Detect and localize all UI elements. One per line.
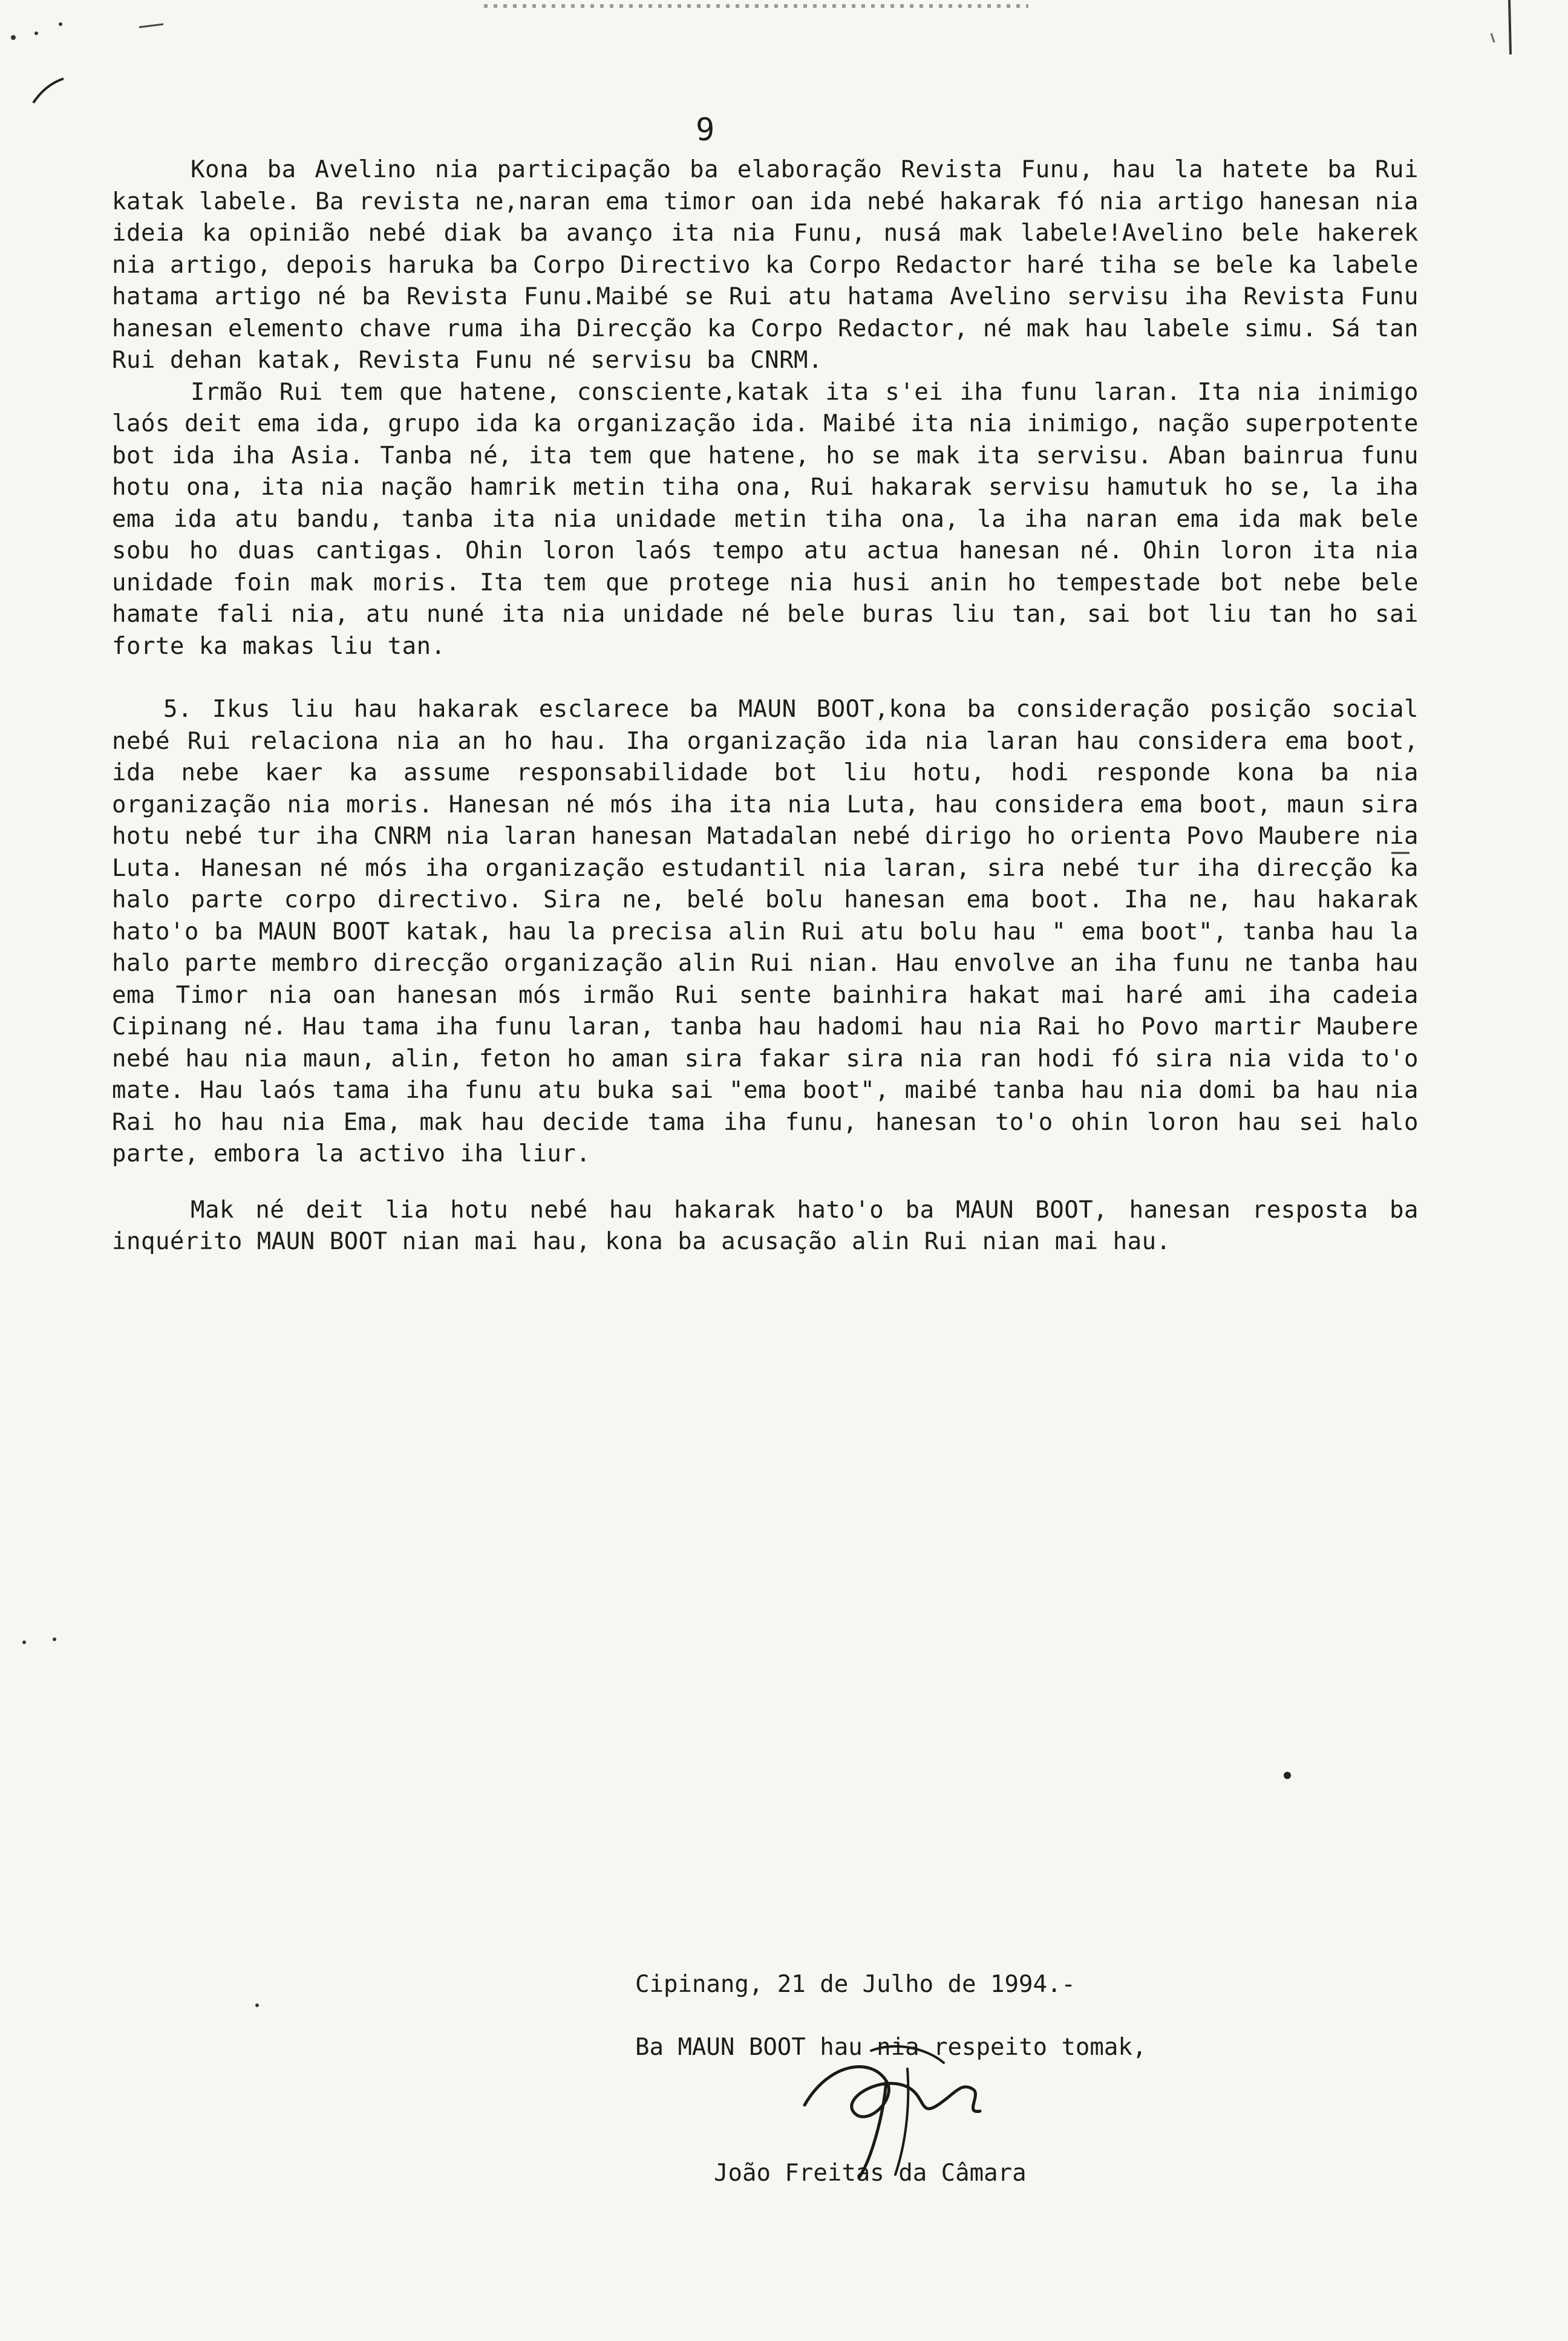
salutation: Ba MAUN BOOT hau nia respeito tomak, [635,2034,1147,2061]
page-number: 9 [696,112,716,148]
signatory-name: João Freitas da Câmara [714,2160,1027,2187]
paragraph-avelino: Kona ba Avelino nia participação ba elaboração Revista Funu, hau la hatete ba Rui katak labele. Ba revista ne,naran ema timor oan ida nebé hakarak fó nia artigo hanesan nia ideia ka opinião nebé diak ba avanço ita nia Funu, nusá mak labele!Avelino bele hakerek nia artigo, depois haruka ba Corpo Directivo ka Corpo Redactor haré tiha se bele ka labele hatama artigo né ba Revista Funu.Maibé se Rui atu hatama Avelino servisu iha Revista Funu hanesan elemento chave ruma iha Direcção ka Corpo Redactor, né mak hau labele simu. Sá tan Rui dehan katak, Revista Funu né servisu ba CNRM. [112,156,1419,374]
paragraph-point-5: 5. Ikus liu hau hakarak esclarece ba MAUN BOOT,kona ba consideração posição social nebé Rui relaciona nia an ho hau. Iha organização ida nia laran hau considera ema boot, ida nebe kaer ka assume responsabilidade bot liu hotu, hodi responde kona ba nia organização nia moris. Hanesan né mós iha ita nia Luta, hau considera ema boot, maun sira hotu nebé tur iha CNRM nia laran hanesan Matadalan nebé dirigo ho orienta Povo Maubere nia Luta. Hanesan né mós iha organização estudantil nia laran, sira nebé tur iha direcção ka halo parte corpo directivo. Sira ne, belé bolu hanesan ema boot. Iha ne, hau hakarak hato'o ba MAUN BOOT katak, hau la precisa alin Rui atu bolu hau " ema boot", tanba hau la halo parte membro direcção organização alin Rui nian. Hau envolve an iha funu ne tanba hau ema Timor nia oan hanesan mós irmão Rui sente bainhira hakat mai haré ami iha cadeia Cipinang né. Hau tama iha funu laran, tanba hau hadomi hau nia Rai ho Povo martir Maubere nebé hau nia maun, alin, feton ho aman sira fakar sira nia ran hodi fó sira nia vida to'o mate. Hau laós tama iha funu atu buka sai "ema boot", maibé tanba hau nia domi ba hau nia Rai ho hau nia Ema, mak hau decide tama iha funu, hanesan to'o ohin loron hau sei halo parte, embora la activo iha liur. [112,696,1419,1167]
paragraph-conclusion: Mak né deit lia hotu nebé hau hakarak hato'o ba MAUN BOOT, hanesan resposta ba inquérito MAUN BOOT nian mai hau, kona ba acusação alin Rui nian mai hau. [112,1196,1419,1255]
place-date: Cipinang, 21 de Julho de 1994.- [635,1971,1076,1998]
paragraph-unity: Irmão Rui tem que hatene, consciente,katak ita s'ei iha funu laran. Ita nia inimigo laós deit ema ida, grupo ida ka organização ida. Maibé ita nia inimigo, nação superpotente bot ida iha Asia. Tanba né, ita tem que hatene, ho se mak ita servisu. Aban bainrua funu hotu ona, ita nia nação hamrik metin tiha ona, Rui hakarak servisu hamutuk ho se, la iha ema ida atu bandu, tanba ita nia unidade metin tiha ona, la iha naran ema ida mak bele sobu ho duas cantigas. Ohin loron laós tempo atu actua hanesan né. Ohin loron ita nia unidade foin mak moris. Ita tem que protege nia husi anin ho tempestade bot nebe bele hamate fali nia, atu nuné ita nia unidade né bele buras liu tan, sai bot liu tan ho sai forte ka makas liu tan. [112,378,1419,660]
letter-body [112,154,1419,1258]
